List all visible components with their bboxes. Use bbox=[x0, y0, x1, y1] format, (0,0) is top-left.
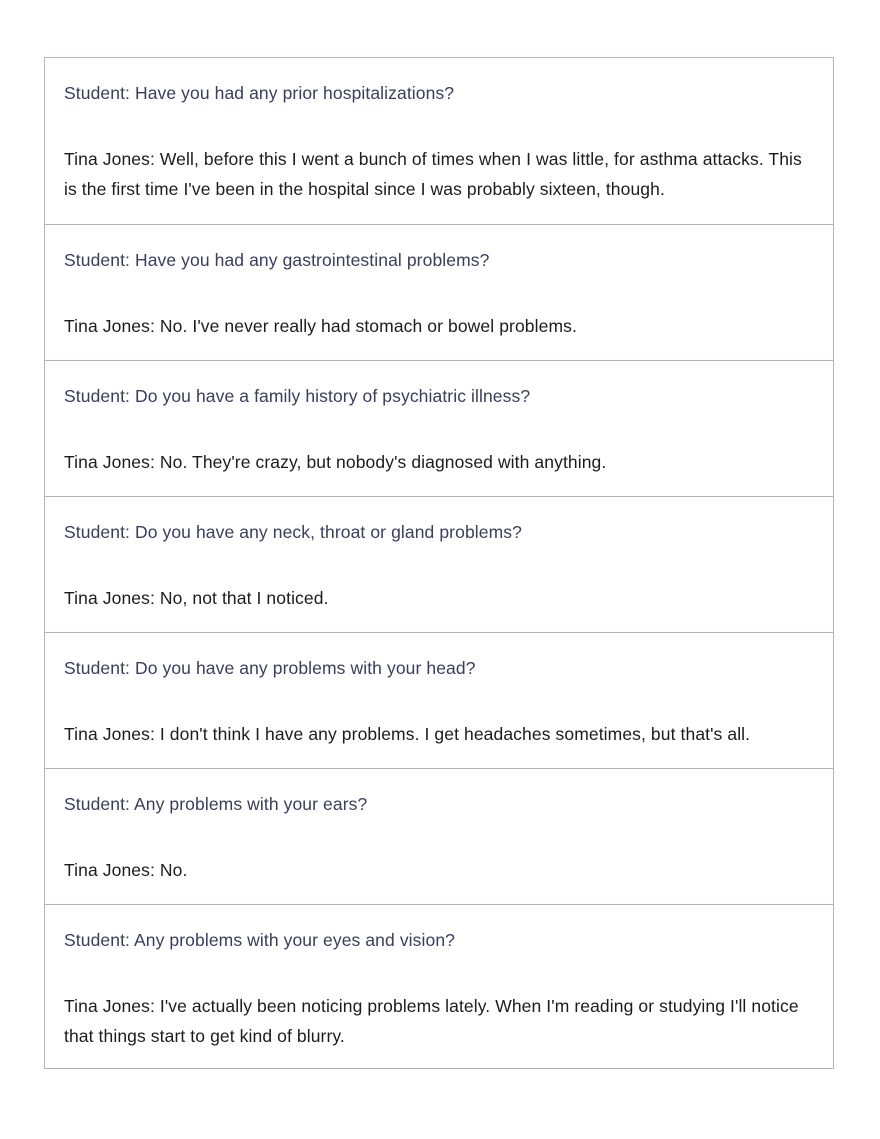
student-question: Student: Do you have a family history of psychiatric illness? bbox=[64, 386, 531, 406]
student-question: Student: Have you had any gastrointestinal problems? bbox=[64, 250, 490, 270]
student-question: Student: Have you had any prior hospitalizations? bbox=[64, 83, 455, 103]
transcript-entry bbox=[45, 224, 833, 360]
student-question: Student: Do you have any neck, throat or gland problems? bbox=[64, 522, 522, 542]
patient-answer: Tina Jones: Well, before this I went a bunch of times when I was little, for asthma attacks. This is the first time I've been in the hospital since I was probably sixteen, though. bbox=[64, 149, 802, 199]
transcript-entry bbox=[45, 58, 833, 224]
patient-answer: Tina Jones: I don't think I have any problems. I get headaches sometimes, but that's all. bbox=[64, 724, 751, 744]
transcript-entry bbox=[45, 768, 833, 904]
transcript-table bbox=[44, 57, 834, 1069]
transcript-entry bbox=[45, 360, 833, 496]
transcript-entry bbox=[45, 632, 833, 768]
patient-answer: Tina Jones: No, not that I noticed. bbox=[64, 588, 329, 608]
patient-answer: Tina Jones: I've actually been noticing problems lately. When I'm reading or studying I'll notice that things start to get kind of blurry. bbox=[64, 996, 799, 1046]
patient-answer: Tina Jones: No. I've never really had stomach or bowel problems. bbox=[64, 316, 577, 336]
transcript-entry bbox=[45, 904, 833, 1068]
student-question: Student: Do you have any problems with your head? bbox=[64, 658, 476, 678]
patient-answer: Tina Jones: No. They're crazy, but nobody's diagnosed with anything. bbox=[64, 452, 607, 472]
student-question: Student: Any problems with your eyes and vision? bbox=[64, 930, 455, 950]
transcript-entry bbox=[45, 496, 833, 632]
patient-answer: Tina Jones: No. bbox=[64, 860, 188, 880]
student-question: Student: Any problems with your ears? bbox=[64, 794, 368, 814]
